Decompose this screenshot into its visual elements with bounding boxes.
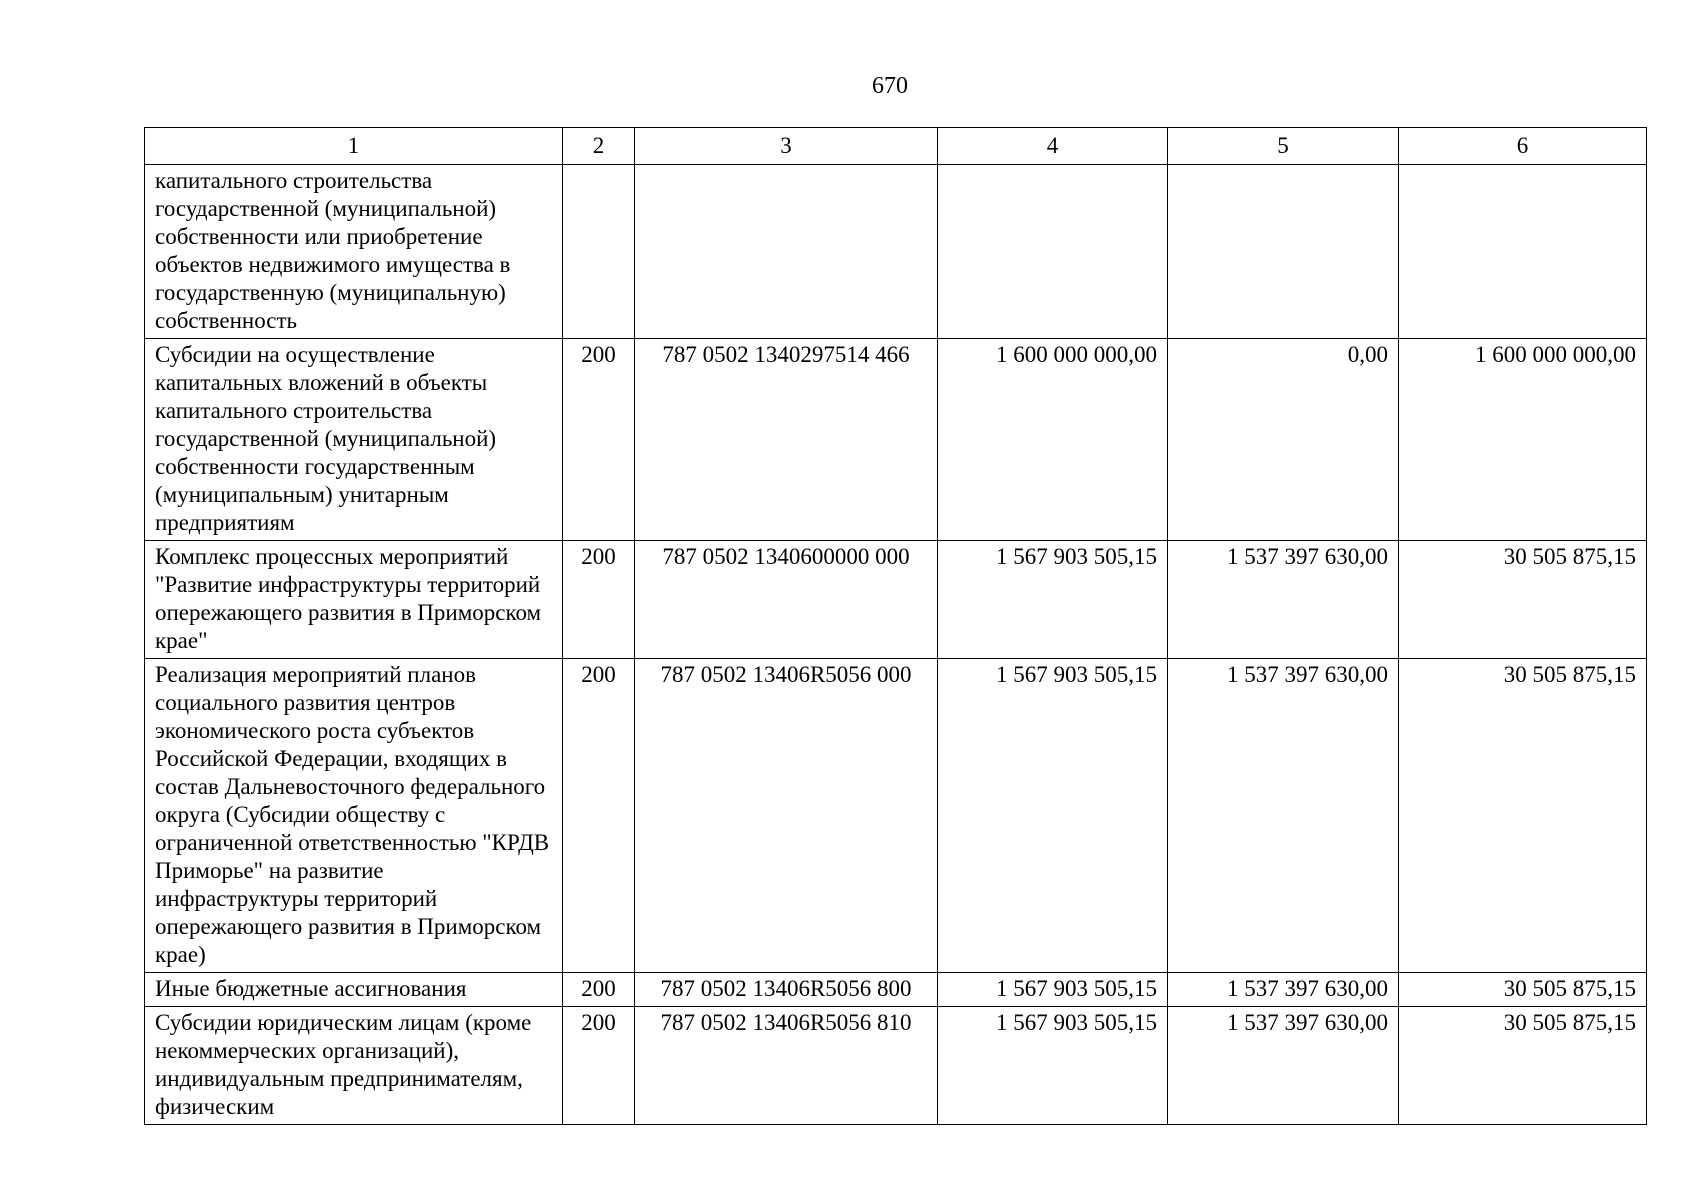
row-amount-col5 [1168, 165, 1399, 339]
row-name: Комплекс процессных мероприятий "Развитие инфраструктуры территорий опережающего развития в Приморском крае" [145, 541, 563, 659]
page-number: 670 [872, 73, 908, 99]
header-col-1: 1 [145, 128, 563, 165]
row-section-code: 200 [563, 339, 635, 541]
header-col-5: 5 [1168, 128, 1399, 165]
row-name: Иные бюджетные ассигнования [145, 973, 563, 1007]
row-name: капитального строительства государственной (муниципальной) собственности или приобретение объектов недвижимого имущества в государственную (муниципальную) собственность [145, 165, 563, 339]
row-amount-col5: 0,00 [1168, 339, 1399, 541]
row-budget-code: 787 0502 1340600000 000 [635, 541, 938, 659]
row-amount-col4: 1 567 903 505,15 [938, 659, 1168, 973]
row-section-code: 200 [563, 541, 635, 659]
header-col-2: 2 [563, 128, 635, 165]
row-amount-col5: 1 537 397 630,00 [1168, 973, 1399, 1007]
row-amount-col4: 1 567 903 505,15 [938, 1007, 1168, 1125]
row-budget-code [635, 165, 938, 339]
row-section-code: 200 [563, 1007, 635, 1125]
table-row [145, 1007, 1647, 1125]
table-row [145, 541, 1647, 659]
row-budget-code: 787 0502 1340297514 466 [635, 339, 938, 541]
row-amount-col5: 1 537 397 630,00 [1168, 659, 1399, 973]
table-row [145, 165, 1647, 339]
row-amount-col4: 1 600 000 000,00 [938, 339, 1168, 541]
row-amount-col6: 30 505 875,15 [1399, 973, 1647, 1007]
row-name: Реализация мероприятий планов социального развития центров экономического роста субъектов Российской Федерации, входящих в состав Дальневосточного федерального округа (Субсидии обществу с ограниченной ответственностью "КРДВ Приморье" на развитие инфраструктуры территорий опережающего развития в Приморском крае) [145, 659, 563, 973]
header-col-4: 4 [938, 128, 1168, 165]
row-amount-col6: 30 505 875,15 [1399, 1007, 1647, 1125]
row-budget-code: 787 0502 13406R5056 000 [635, 659, 938, 973]
header-row [145, 128, 1647, 165]
header-col-6: 6 [1399, 128, 1647, 165]
row-amount-col6 [1399, 165, 1647, 339]
row-section-code: 200 [563, 973, 635, 1007]
row-amount-col4: 1 567 903 505,15 [938, 973, 1168, 1007]
row-name: Субсидии юридическим лицам (кроме некоммерческих организаций), индивидуальным предпринимателям, физическим [145, 1007, 563, 1125]
row-budget-code: 787 0502 13406R5056 800 [635, 973, 938, 1007]
budget-table [144, 127, 1647, 1125]
row-amount-col6: 1 600 000 000,00 [1399, 339, 1647, 541]
row-amount-col5: 1 537 397 630,00 [1168, 1007, 1399, 1125]
row-amount-col5: 1 537 397 630,00 [1168, 541, 1399, 659]
table-row [145, 973, 1647, 1007]
row-section-code: 200 [563, 659, 635, 973]
table-body [145, 165, 1647, 1125]
row-name: Субсидии на осуществление капитальных вложений в объекты капитального строительства государственной (муниципальной) собственности государственным (муниципальным) унитарным предприятиям [145, 339, 563, 541]
table-row [145, 659, 1647, 973]
row-amount-col4 [938, 165, 1168, 339]
row-amount-col4: 1 567 903 505,15 [938, 541, 1168, 659]
row-section-code [563, 165, 635, 339]
row-amount-col6: 30 505 875,15 [1399, 541, 1647, 659]
table-header [145, 128, 1647, 165]
header-col-3: 3 [635, 128, 938, 165]
row-budget-code: 787 0502 13406R5056 810 [635, 1007, 938, 1125]
table-row [145, 339, 1647, 541]
row-amount-col6: 30 505 875,15 [1399, 659, 1647, 973]
